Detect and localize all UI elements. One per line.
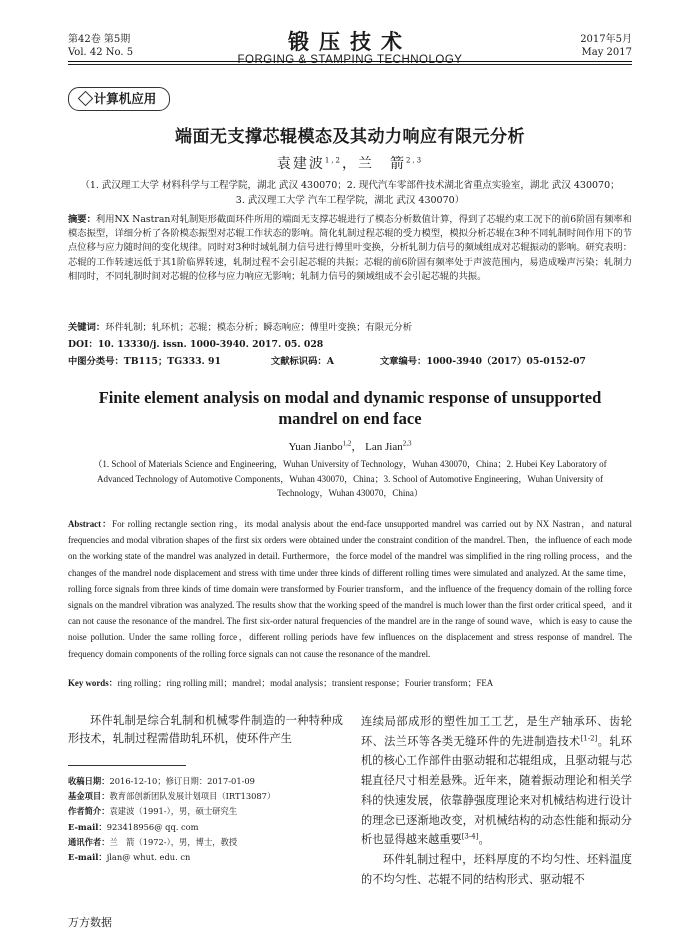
authors-en xyxy=(0,438,700,454)
date-cn: 2017年5月 xyxy=(580,34,632,45)
footnote-corresponding xyxy=(68,835,348,850)
doi-value: 10. 13330/j. issn. 1000-3940. 2017. 05. 028 xyxy=(97,339,324,350)
body-paragraph xyxy=(361,712,632,850)
watermark: 万方数据 xyxy=(68,916,112,929)
affiliation-en: （1. School of Materials Science and Engineering，Wuhan University of Technology，Wuhan 430070，China；2. Hubei Key Laboratory of Advanced Technology of Automotive Components，Wuhan 430070，China；3. School of Automotive Engineering，Wuhan University of Technology，Wuhan 430070，China） xyxy=(93,459,607,498)
journal-name-cn: 锻压技术 xyxy=(288,29,412,54)
abstract-cn-text: 利用NX Nastran对轧制矩形截面环件所用的端面无支撑芯辊进行了模态分析数值计算，得到了芯辊约束工况下的前6阶固有频率和模态振型，详细分析了各阶模态振型对芯辊工作状态的影响。简化轧制过程芯辊的受力模型，模拟分析芯辊在3种不同轧制时间作用下的节点位移与应力随时间的变化规律。同时对3种时域轧制力信号进行傅里叶变换，分析轧制力信号的频域组成对芯辊振动的影响。研究表明：芯辊的工作转速远低于其1阶临界转速，轧制过程不会引起芯辊的共振；芯辊的前6阶固有频率处于声波范围内，易造成噪声污染；轧制力相同时，不同轧制时间对芯辊的位移与应力响应无影响；轧制力信号的频域组成不会引起芯辊的共振。 xyxy=(68,214,632,282)
keywords-en-label: Key words： xyxy=(68,678,118,688)
doi xyxy=(68,338,323,352)
footnote-value: 923418956@ qq. com xyxy=(106,821,199,832)
section-label-text: 计算机应用 xyxy=(93,91,157,106)
volume-en: Vol. 42 No. 5 xyxy=(68,47,134,58)
body-left-paragraph: 环件轧制是综合轧制和机械零件制造的一种特种成形技术，轧制过程需借助轧环机，使环件产生 xyxy=(68,714,343,745)
author-name: 兰 箭 xyxy=(358,156,406,172)
abstract-en-text: For rolling rectangle section ring，its modal analysis about the end-face unsupported mandrel was carried out by NX Nastran，and natural frequencies and modal vibration shapes of the first six orders were obtained under the constraint condition of the mandrel. Then，the influence of each mode on the working state of the mandrel was analyzed in detail. Furthermore，the force model of the mandrel was simplified in the ring rolling process，and the changes of the mandrel node displacement and stress with time under three kinds of different rolling times were simulated and analyzed. At the same time，rolling force signals from three kinds of time domain were transformed by Fourier transform，and the influence of the frequency domain of the rolling force signals on the mandrel vibration was analyzed. The results show that the working speed of the mandrel is much lower than the first order critical speed，and it can not cause the resonance of the mandrel. The first six-order natural frequencies of the mandrel are in the range of sound wave，which is easy to cause the noise pollution. Under the same rolling force，different rolling periods have few influences on the displacement and stress response of mandrel. The frequency domain components of the rolling force signals can not cause the resonance of the mandrel. xyxy=(68,519,633,659)
footnote-label: 收稿日期： xyxy=(68,776,110,786)
footnote-value: 教育部创新团队发展计划项目（IRT13087） xyxy=(109,791,276,802)
keywords-cn xyxy=(68,321,412,335)
classification xyxy=(68,355,632,369)
body-paragraph: 环件轧制过程中，坯料厚度的不均匀性、坯料温度的不均匀性、芯辊不同的结构形式、驱动辊不 xyxy=(361,852,632,886)
body-right-column xyxy=(361,712,632,889)
footnote-value: jlan@ whut. edu. cn xyxy=(106,852,191,863)
footnote-label: 基金项目： xyxy=(68,791,110,802)
footnote-label: E-mail： xyxy=(68,852,107,863)
footnote-received xyxy=(68,774,348,789)
keywords-cn-label: 关键词： xyxy=(68,322,106,333)
footnote-fund xyxy=(68,789,348,804)
citation-ref: [1-2] xyxy=(580,733,598,742)
article-no-label: 文章编号： xyxy=(379,356,427,367)
abstract-cn-label: 摘要： xyxy=(68,214,96,225)
clc-label: 中图分类号： xyxy=(68,356,124,367)
footnote-email1 xyxy=(68,820,348,835)
author-separator: ， xyxy=(342,156,358,172)
author-name-en: Yuan Jianbo xyxy=(288,441,343,453)
body-text: 。 xyxy=(478,833,490,847)
authors-cn xyxy=(0,153,700,173)
footnotes xyxy=(68,774,348,865)
article-no-value: 1000-3940（2017）05-0152-07 xyxy=(426,356,586,367)
footnote-label: E-mail： xyxy=(68,821,107,832)
body-text: 。轧环机的核心工作部件由驱动辊和芯辊组成，且驱动辊与芯辊直径尺寸相差悬殊。近年来，随着振动理论和相关学科的快速发展，依靠静强度理论来对机械结构进行设计的理念已逐渐地改变，对机械结构的动态性能和振动分析也显得越来越重要 xyxy=(361,734,632,847)
author-name-en: Lan Jian xyxy=(365,441,403,453)
author-affil-sup: 1,2 xyxy=(342,439,352,448)
footnote-value: 2016-12-10；修订日期：2017-01-09 xyxy=(109,776,255,786)
footnote-label: 通讯作者： xyxy=(68,836,110,847)
author-affil-sup: 2,3 xyxy=(402,439,412,448)
clc-value: TB115；TG333. 91 xyxy=(123,356,221,367)
volume-cn: 第42卷 第5期 xyxy=(68,34,131,45)
keywords-en-text: ring rolling；ring rolling mill；mandrel；modal analysis；transient response；Fourier transform；FEA xyxy=(117,678,494,688)
author-affil-sup: 2,3 xyxy=(406,156,424,165)
header-rule-top xyxy=(68,61,632,62)
footnote-value: 袁建波（1991-），男，硕士研究生 xyxy=(109,806,238,817)
keywords-cn-text: 环件轧制；轧环机；芯辊；模态分析；瞬态响应；傅里叶变换；有限元分析 xyxy=(105,322,413,333)
page-title-cn: 端面无支撑芯辊模态及其动力响应有限元分析 xyxy=(175,127,525,147)
author-separator: ， xyxy=(351,441,366,453)
abstract-en-label: Abstract： xyxy=(68,519,113,529)
header-rule-bottom xyxy=(68,64,632,65)
keywords-en xyxy=(68,676,632,689)
journal-name-en: FORGING & STAMPING TECHNOLOGY xyxy=(237,54,463,66)
affiliation-cn-line2: 3. 武汉理工大学 汽车工程学院，湖北 武汉 430070） xyxy=(235,195,465,206)
footnote-rule xyxy=(68,765,186,766)
doc-code-value: A xyxy=(326,356,334,367)
header-date xyxy=(580,33,632,59)
footnote-author xyxy=(68,804,348,819)
author-name: 袁建波 xyxy=(276,156,325,172)
footnote-email2 xyxy=(68,850,348,865)
affiliation-cn-line1: （1. 武汉理工大学 材料科学与工程学院，湖北 武汉 430070；2. 现代汽车零部件技术湖北省重点实验室，湖北 武汉 430070； xyxy=(80,180,620,191)
footnote-value: 兰 箭（1972-），男，博士，教授 xyxy=(109,836,238,847)
abstract-en xyxy=(68,516,632,662)
page-title-en: Finite element analysis on modal and dynamic response of unsupported mandrel on end face xyxy=(98,388,602,428)
abstract-cn xyxy=(68,213,632,284)
body-text: 连续局部成形的塑性加工工艺，是生产轴承环、齿轮环、法兰环等各类无缝环件的先进制造技术 xyxy=(361,715,632,748)
doi-label: DOI： xyxy=(68,339,98,350)
footnote-label: 作者简介： xyxy=(68,806,110,817)
doc-code-label: 文献标识码： xyxy=(270,356,327,367)
date-en: May 2017 xyxy=(581,47,632,58)
author-affil-sup: 1,2 xyxy=(324,156,342,165)
citation-ref: [3-4] xyxy=(461,832,479,841)
